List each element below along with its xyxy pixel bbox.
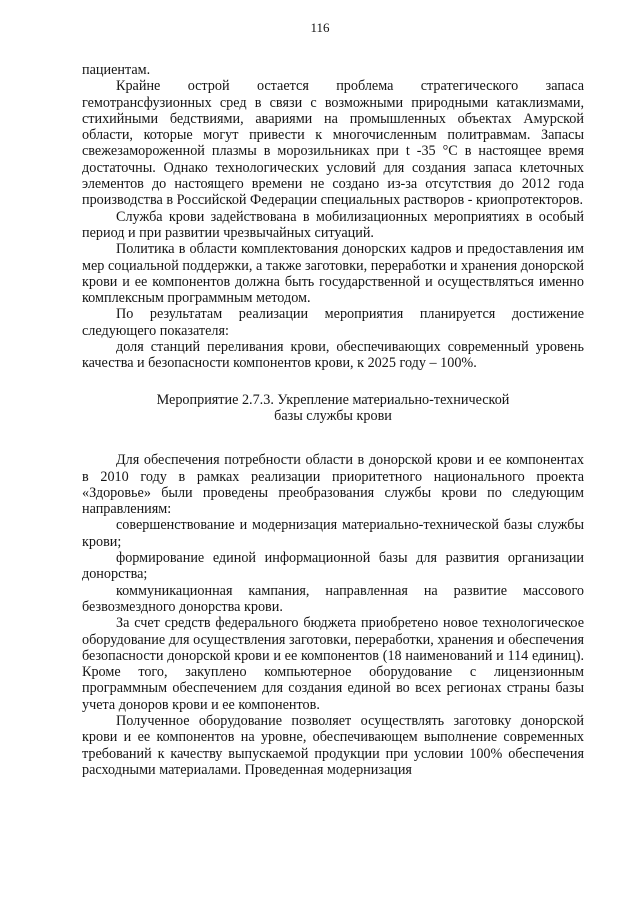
document-body [82,62,584,778]
paragraph: формирование единой информационной базы для развития организации донорства; [82,550,584,583]
paragraph: Для обеспечения потребности области в донорской крови и ее компонентах в 2010 году в рамках реализации приоритетного национального проекта «Здоровье» были проведены преобразования службы крови по следующим направлениям: [82,452,584,518]
section-heading-line: Мероприятие 2.7.3. Укрепление материально-технической [156,391,510,408]
paragraph: совершенствование и модернизация материально-технической базы службы крови; [82,517,584,550]
paragraph: По результатам реализации мероприятия планируется достижение следующего показателя: [82,306,584,339]
section-heading [82,392,584,425]
paragraph: коммуникационная кампания, направленная на развитие массового безвозмездного донорства крови. [82,582,584,615]
section-heading-line: базы службы крови [274,407,392,424]
page-number: 116 [310,20,330,35]
section-after-heading [82,452,584,778]
paragraph: Крайне острой остается проблема стратегического запаса гемотрансфузионных сред в связи с возможными природными катаклизмами, стихийными бедствиями, авариями на промышленных объектах Амурской области, которые могут привести к многочисленным политравмам. Запасы свежезамороженной плазмы в морозильниках при t -35 °С в настоящее время достаточны. Однако технологических условий для создания запаса клеточных элементов до настоящего времени не создано из-за отсутствия до 2012 года производства в Российской Федерации специальных растворов - криопротекторов. [82,78,584,209]
paragraph: доля станций переливания крови, обеспечивающих современный уровень качества и безопасности компонентов крови, к 2025 году – 100%. [82,339,584,372]
paragraph: За счет средств федерального бюджета приобретено новое технологическое оборудование для осуществления заготовки, переработки, хранения и обеспечения безопасности донорской крови и ее компонентов (18 наименований и 114 единиц). Кроме того, закуплено компьютерное оборудование с лицензионным программным обеспечением для создания единой во всех регионах страны базы учета доноров крови и ее компонентов. [82,615,584,713]
paragraph: Полученное оборудование позволяет осуществлять заготовку донорской крови и ее компонентов на уровне, обеспечивающем выполнение современных требований к качеству выпускаемой продукции при условии 100% обеспечения расходными материалами. Проведенная модернизация [82,712,584,778]
paragraph: Политика в области комплектования донорских кадров и предоставления им мер социальной поддержки, а также заготовки, переработки и хранения донорской крови и ее компонентов должна быть государственной и осуществляться именно комплексным программным методом. [82,241,584,307]
paragraph: Служба крови задействована в мобилизационных мероприятиях в особый период и при развитии чрезвычайных ситуаций. [82,208,584,241]
section-before-heading [82,62,584,372]
paragraph: пациентам. [82,62,151,78]
